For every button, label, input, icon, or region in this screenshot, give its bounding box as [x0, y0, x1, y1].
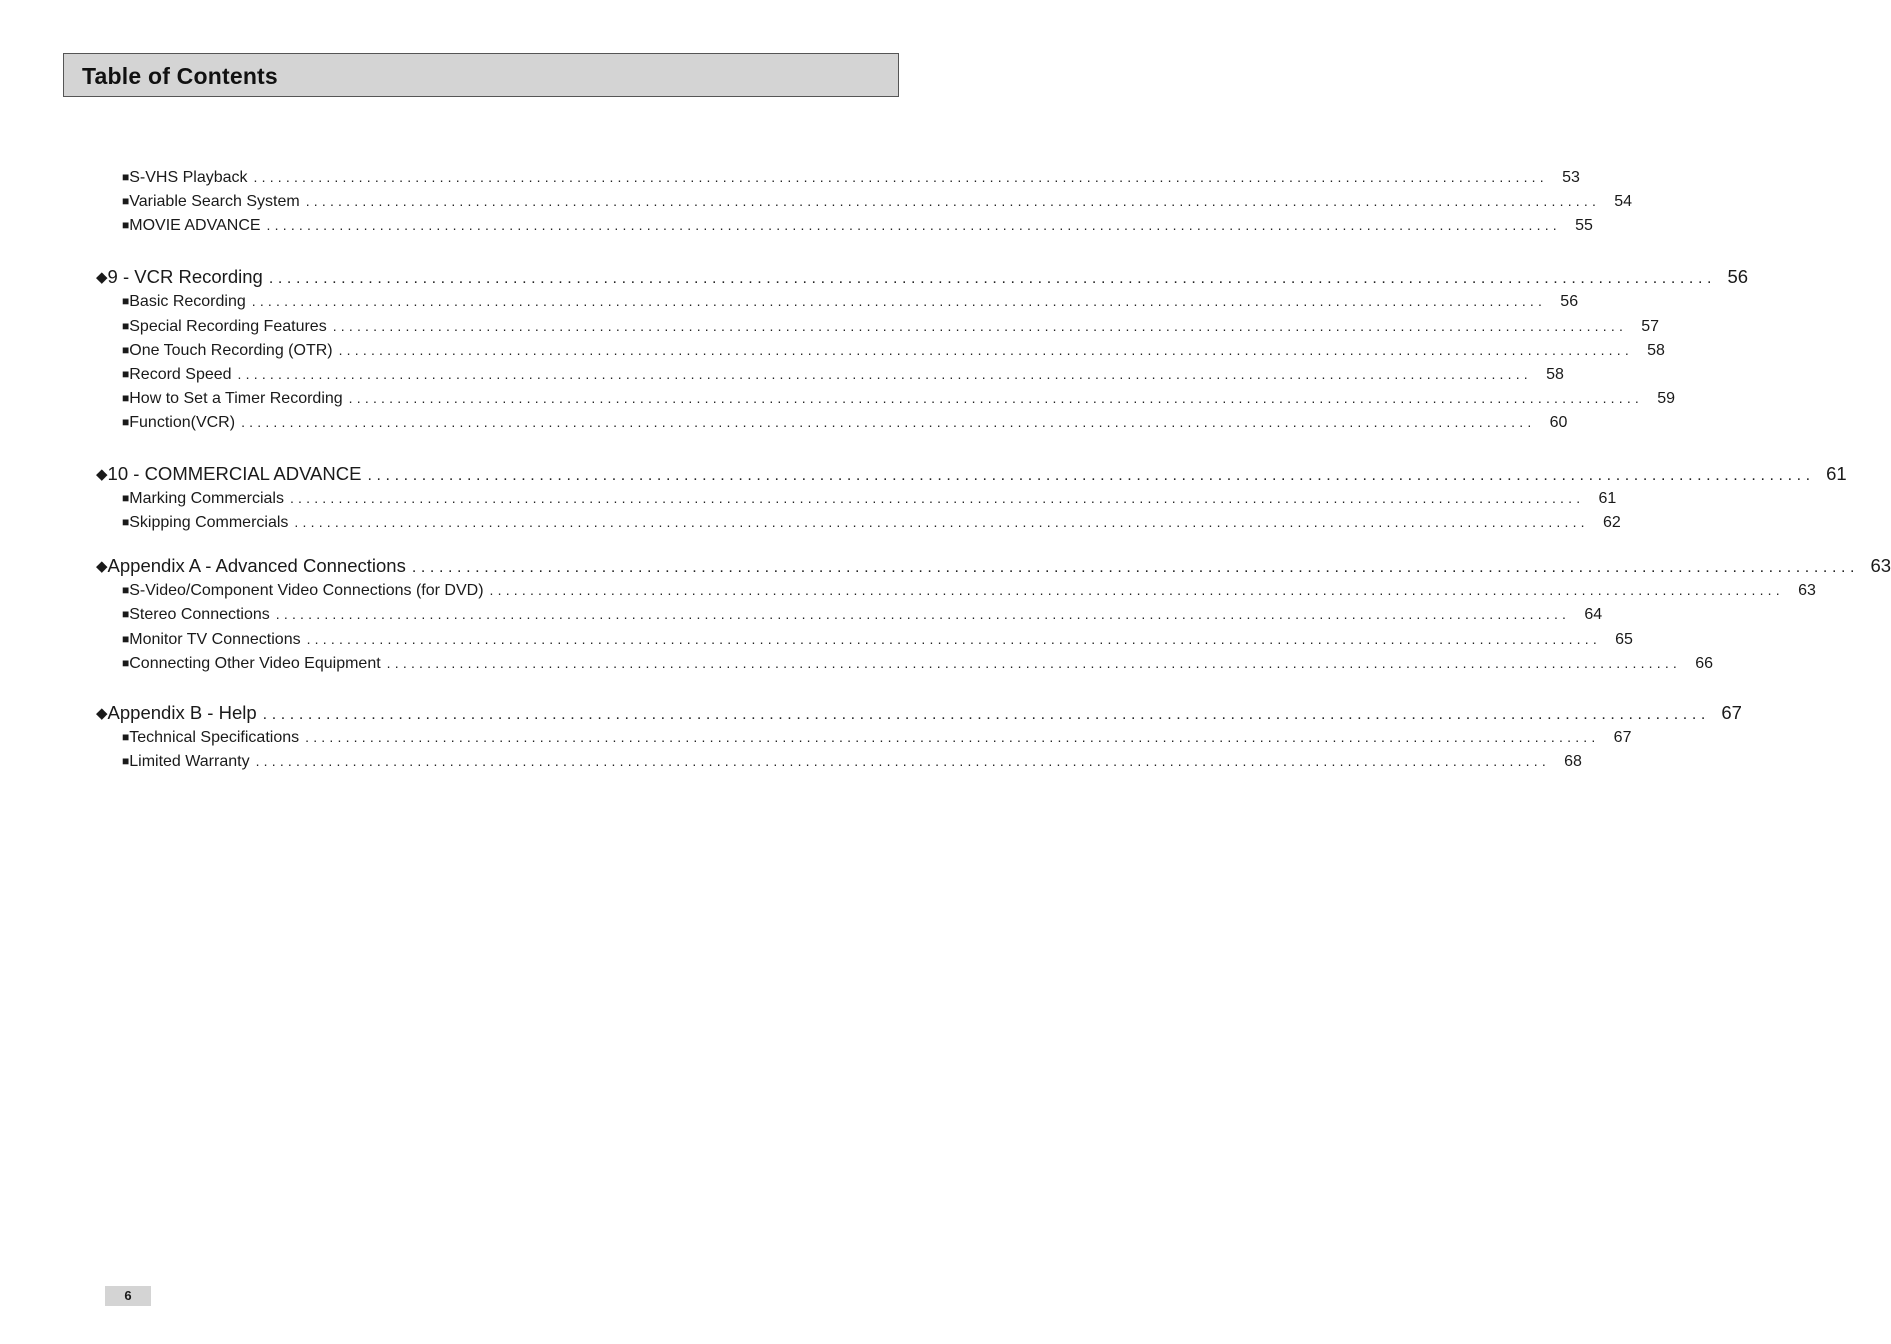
square-bullet-icon: ■ — [122, 515, 130, 529]
toc-entry-label: Function(VCR) — [129, 414, 236, 431]
square-bullet-icon: ■ — [122, 415, 130, 429]
toc-sub-entry — [122, 753, 1582, 775]
toc-entry-page: 59 — [1657, 390, 1676, 407]
square-bullet-icon: ■ — [122, 607, 130, 621]
toc-sub-entry — [122, 655, 1714, 677]
dot-leader: ................................................................................................................................................................ — [268, 270, 1717, 287]
square-bullet-icon: ■ — [122, 170, 130, 184]
toc-main-entry — [96, 463, 1847, 489]
dot-leader: ................................................................................................................................................................ — [411, 559, 1860, 576]
title-bar — [63, 53, 899, 97]
toc-entry-page: 58 — [1546, 366, 1564, 383]
toc-sub-entry — [122, 631, 1633, 653]
toc-entry-page: 66 — [1695, 655, 1714, 672]
toc-entry-page: 64 — [1584, 606, 1603, 623]
square-bullet-icon: ■ — [122, 491, 130, 505]
square-bullet-icon: ■ — [122, 583, 130, 597]
toc-entry-label: Monitor TV Connections — [129, 631, 301, 648]
dot-leader: ................................................................................................................................................................ — [251, 293, 1547, 309]
toc-entry-label: How to Set a Timer Recording — [129, 390, 343, 407]
dot-leader: ................................................................................................................................................................ — [275, 606, 1571, 622]
toc-entry-label: Marking Commercials — [129, 490, 284, 507]
toc-entry-label: S-VHS Playback — [129, 169, 248, 186]
toc-entry-page: 61 — [1826, 463, 1847, 484]
square-bullet-icon: ■ — [122, 343, 130, 357]
toc-entry-page: 54 — [1614, 193, 1633, 210]
toc-entry-label: MOVIE ADVANCE — [129, 217, 261, 234]
toc-entry-label: Limited Warranty — [129, 753, 250, 770]
dot-leader: ................................................................................................................................................................ — [266, 217, 1561, 233]
toc-sub-entry — [122, 217, 1593, 239]
dot-leader: ................................................................................................................................................................ — [338, 342, 1633, 358]
toc-entry-label: Appendix A - Advanced Connections — [107, 555, 406, 576]
toc-entry-label: Connecting Other Video Equipment — [129, 655, 381, 672]
toc-entry-label: Technical Specifications — [129, 729, 300, 746]
toc-sub-entry — [122, 606, 1603, 628]
square-bullet-icon: ■ — [122, 319, 130, 333]
dot-leader: ................................................................................................................................................................ — [386, 655, 1682, 671]
toc-entry-page: 67 — [1613, 729, 1632, 746]
toc-entry-page: 67 — [1721, 702, 1742, 723]
toc-sub-entry — [122, 342, 1665, 364]
toc-entry-label: Special Recording Features — [129, 318, 327, 335]
toc-sub-entry — [122, 729, 1632, 751]
toc-sub-entry — [122, 514, 1621, 536]
toc-entry-page: 56 — [1560, 293, 1579, 310]
square-bullet-icon: ■ — [122, 194, 130, 208]
square-bullet-icon: ■ — [122, 367, 130, 381]
toc-main-entry — [96, 555, 1891, 581]
toc-entry-page: 61 — [1598, 490, 1617, 507]
toc-entry-page: 57 — [1641, 318, 1660, 335]
toc-entry-page: 58 — [1647, 342, 1665, 359]
toc-sub-entry — [122, 169, 1580, 191]
toc-sub-entry — [122, 193, 1633, 215]
toc-entry-page: 60 — [1549, 414, 1568, 431]
toc-main-entry — [96, 266, 1749, 292]
toc-entry-label: Skipping Commercials — [129, 514, 289, 531]
toc-entry-label: 10 - COMMERCIAL ADVANCE — [107, 463, 362, 484]
square-bullet-icon: ■ — [122, 730, 130, 744]
dot-leader: ................................................................................................................................................................ — [367, 467, 1815, 484]
page-title: Table of Contents — [82, 63, 278, 89]
diamond-bullet-icon: ◆ — [96, 705, 108, 722]
dot-leader: ................................................................................................................................................................ — [489, 582, 1784, 598]
toc-entry-page: 56 — [1727, 266, 1749, 287]
toc-sub-entry — [122, 366, 1564, 388]
square-bullet-icon: ■ — [122, 656, 130, 670]
toc-entry-label: Basic Recording — [129, 293, 246, 310]
dot-leader: ................................................................................................................................................................ — [237, 366, 1532, 382]
dot-leader: ................................................................................................................................................................ — [305, 193, 1601, 209]
toc-sub-entry — [122, 318, 1660, 340]
toc-entry-page: 53 — [1562, 169, 1580, 186]
square-bullet-icon: ■ — [122, 294, 130, 308]
toc-entry-label: Variable Search System — [129, 193, 300, 210]
diamond-bullet-icon: ◆ — [96, 269, 108, 286]
toc-entry-label: Record Speed — [129, 366, 232, 383]
dot-leader: ................................................................................................................................................................ — [332, 318, 1628, 334]
toc-entry-label: One Touch Recording (OTR) — [129, 342, 333, 359]
toc-entry-page: 68 — [1564, 753, 1582, 770]
dot-leader: ................................................................................................................................................................ — [289, 490, 1585, 506]
dot-leader: ................................................................................................................................................................ — [294, 514, 1589, 530]
diamond-bullet-icon: ◆ — [96, 466, 108, 483]
toc-sub-entry — [122, 390, 1676, 412]
dot-leader: ................................................................................................................................................................ — [253, 169, 1548, 185]
toc-entry-page: 63 — [1870, 555, 1891, 576]
toc-sub-entry — [122, 582, 1816, 604]
diamond-bullet-icon: ◆ — [96, 558, 108, 575]
toc-main-entry — [96, 702, 1742, 728]
dot-leader: ................................................................................................................................................................ — [262, 706, 1710, 723]
dot-leader: ................................................................................................................................................................ — [305, 729, 1600, 745]
toc-sub-entry — [122, 414, 1568, 436]
page-number: 6 — [105, 1286, 151, 1306]
dot-leader: ................................................................................................................................................................ — [255, 753, 1550, 769]
toc-entry-label: Stereo Connections — [129, 606, 270, 623]
toc-entry-label: 9 - VCR Recording — [107, 266, 263, 287]
square-bullet-icon: ■ — [122, 754, 130, 768]
dot-leader: ................................................................................................................................................................ — [348, 390, 1644, 406]
square-bullet-icon: ■ — [122, 632, 130, 646]
dot-leader: ................................................................................................................................................................ — [306, 631, 1601, 647]
toc-sub-entry — [122, 293, 1579, 315]
dot-leader: ................................................................................................................................................................ — [241, 414, 1536, 430]
toc-sub-entry — [122, 490, 1617, 512]
toc-entry-label: S-Video/Component Video Connections (for DVD) — [129, 582, 484, 599]
toc-entry-page: 63 — [1798, 582, 1816, 599]
toc-entry-page: 62 — [1602, 514, 1621, 531]
toc-entry-page: 65 — [1615, 631, 1633, 648]
square-bullet-icon: ■ — [122, 218, 130, 232]
toc-entry-label: Appendix B - Help — [107, 702, 257, 723]
toc-entry-page: 55 — [1575, 217, 1593, 234]
square-bullet-icon: ■ — [122, 391, 130, 405]
